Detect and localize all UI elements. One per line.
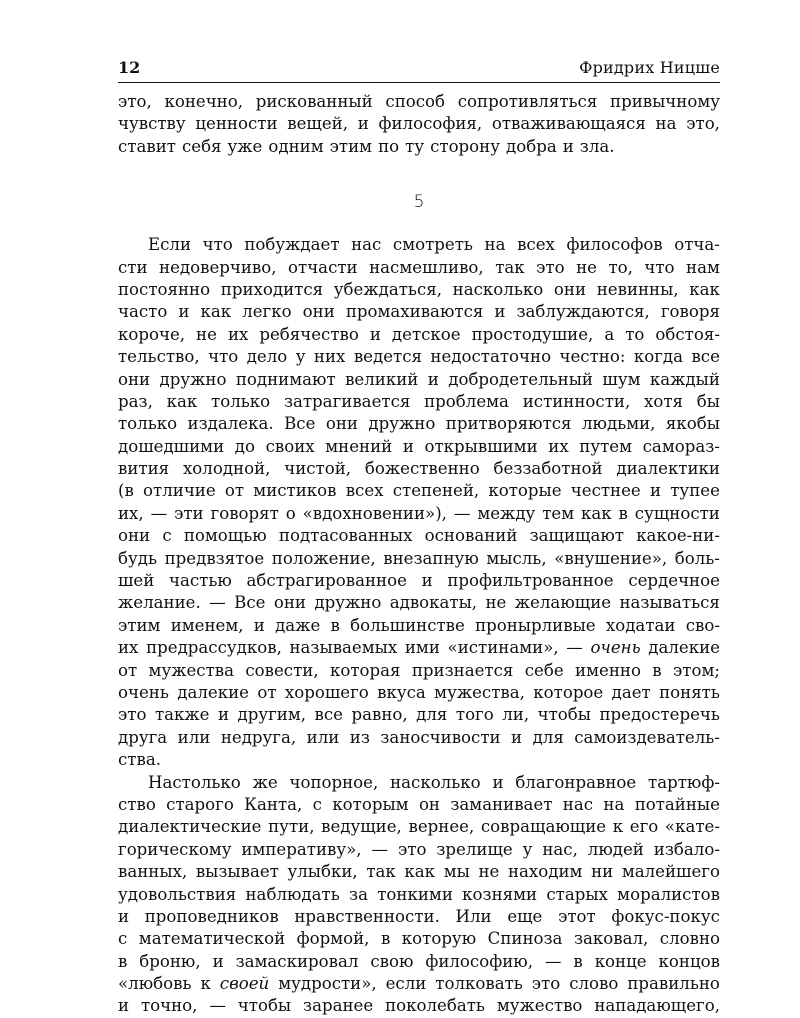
text-line: горическому императиву», — это зрелище у нас, людей избало- [118, 839, 720, 859]
section-paragraph-1 [118, 234, 720, 771]
text-line: Настолько же чопорное, насколько и благонравное тартюф- [148, 772, 720, 792]
text-line: этим именем, и даже в большинстве пронырливые ходатаи сво- [118, 615, 720, 635]
text-line: их предрассудков, называемых ими «истинами», — очень далекие [118, 638, 720, 658]
text-line: чувству ценности вещей, и философия, отваживающаяся на это, [118, 114, 720, 134]
text-line: желание. — Все они дружно адвокаты, не желающие называться [118, 593, 720, 613]
section-paragraph-2 [118, 772, 720, 1018]
text-line: ства. [118, 750, 161, 770]
text-line: часто и как легко они промахиваются и заблуждаются, говоря [118, 302, 720, 322]
text-line: и точно, — чтобы заранее поколебать мужество нападающего, [118, 996, 720, 1016]
text-line: ство старого Канта, с которым он заманивает нас на потайные [118, 794, 720, 814]
running-head-author: Фридрих Ницше [579, 58, 720, 77]
text-line: диалектические пути, ведущие, вернее, совращающие к его «кате- [118, 817, 720, 837]
text-line: Если что побуждает нас смотреть на всех философов отча- [148, 235, 720, 255]
text-line: раз, как только затрагивается проблема истинности, хотя бы [118, 391, 720, 411]
text-line: в броню, и замаскировал свою философию, — в конце концов [118, 951, 720, 971]
text-line: от мужества совести, которая признается себе именно в этом; [118, 660, 720, 680]
text-line: они дружно поднимают великий и добродетельный шум каждый [118, 369, 720, 389]
running-head [118, 58, 720, 83]
page-number: 12 [118, 58, 141, 77]
text-line: ванных, вызывает улыбки, так как мы не находим ни малейшего [118, 862, 720, 882]
text-line: только издалека. Все они дружно притворяются людьми, якобы [118, 414, 720, 434]
section-number: 5 [413, 192, 425, 213]
text-line: ставит себя уже одним этим по ту сторону добра и зла. [118, 136, 615, 156]
text-line: постоянно приходится убеждаться, насколько они невинны, как [118, 279, 720, 299]
text-line: очень далекие от хорошего вкуса мужества, которое дает понять [118, 682, 720, 702]
text-line: друга или недруга, или из заносчивости и для самоиздеватель- [118, 727, 720, 747]
text-line: и проповедников нравственности. Или еще этот фокус-покус [118, 906, 720, 926]
text-line: их, — эти говорят о «вдохновении»), — между тем как в сущности [118, 503, 720, 523]
book-page [118, 58, 720, 1018]
text-line: это также и другим, все равно, для того ли, чтобы предостеречь [118, 705, 720, 725]
text-line: это, конечно, рискованный способ сопротивляться привычному [118, 92, 720, 111]
text-line: (в отличие от мистиков всех степеней, которые честнее и тупее [118, 481, 720, 501]
text-line: сти недоверчиво, отчасти насмешливо, так это не то, что нам [118, 257, 720, 277]
text-line: шей частью абстрагированное и профильтрованное сердечное [118, 571, 720, 591]
text-line: удовольствия наблюдать за тонкими кознями старых моралистов [118, 884, 720, 904]
intro-paragraph [118, 91, 720, 158]
text-line: они с помощью подтасованных оснований защищают какое-ни- [118, 526, 720, 546]
text-line: с математической формой, в которую Спиноза заковал, словно [118, 929, 720, 949]
text-line: будь предвзятое положение, внезапную мысль, «внушение», боль- [118, 548, 720, 568]
text-line: дошедшими до своих мнений и открывшими их путем самораз- [118, 436, 720, 456]
text-line: тельство, что дело у них ведется недостаточно честно: когда все [118, 347, 720, 367]
text-line: «любовь к своей мудрости», если толковать это слово правильно [118, 974, 720, 994]
text-line: короче, не их ребячество и детское простодушие, а то обстоя- [118, 324, 720, 344]
text-line: вития холодной, чистой, божественно беззаботной диалектики [118, 459, 720, 479]
